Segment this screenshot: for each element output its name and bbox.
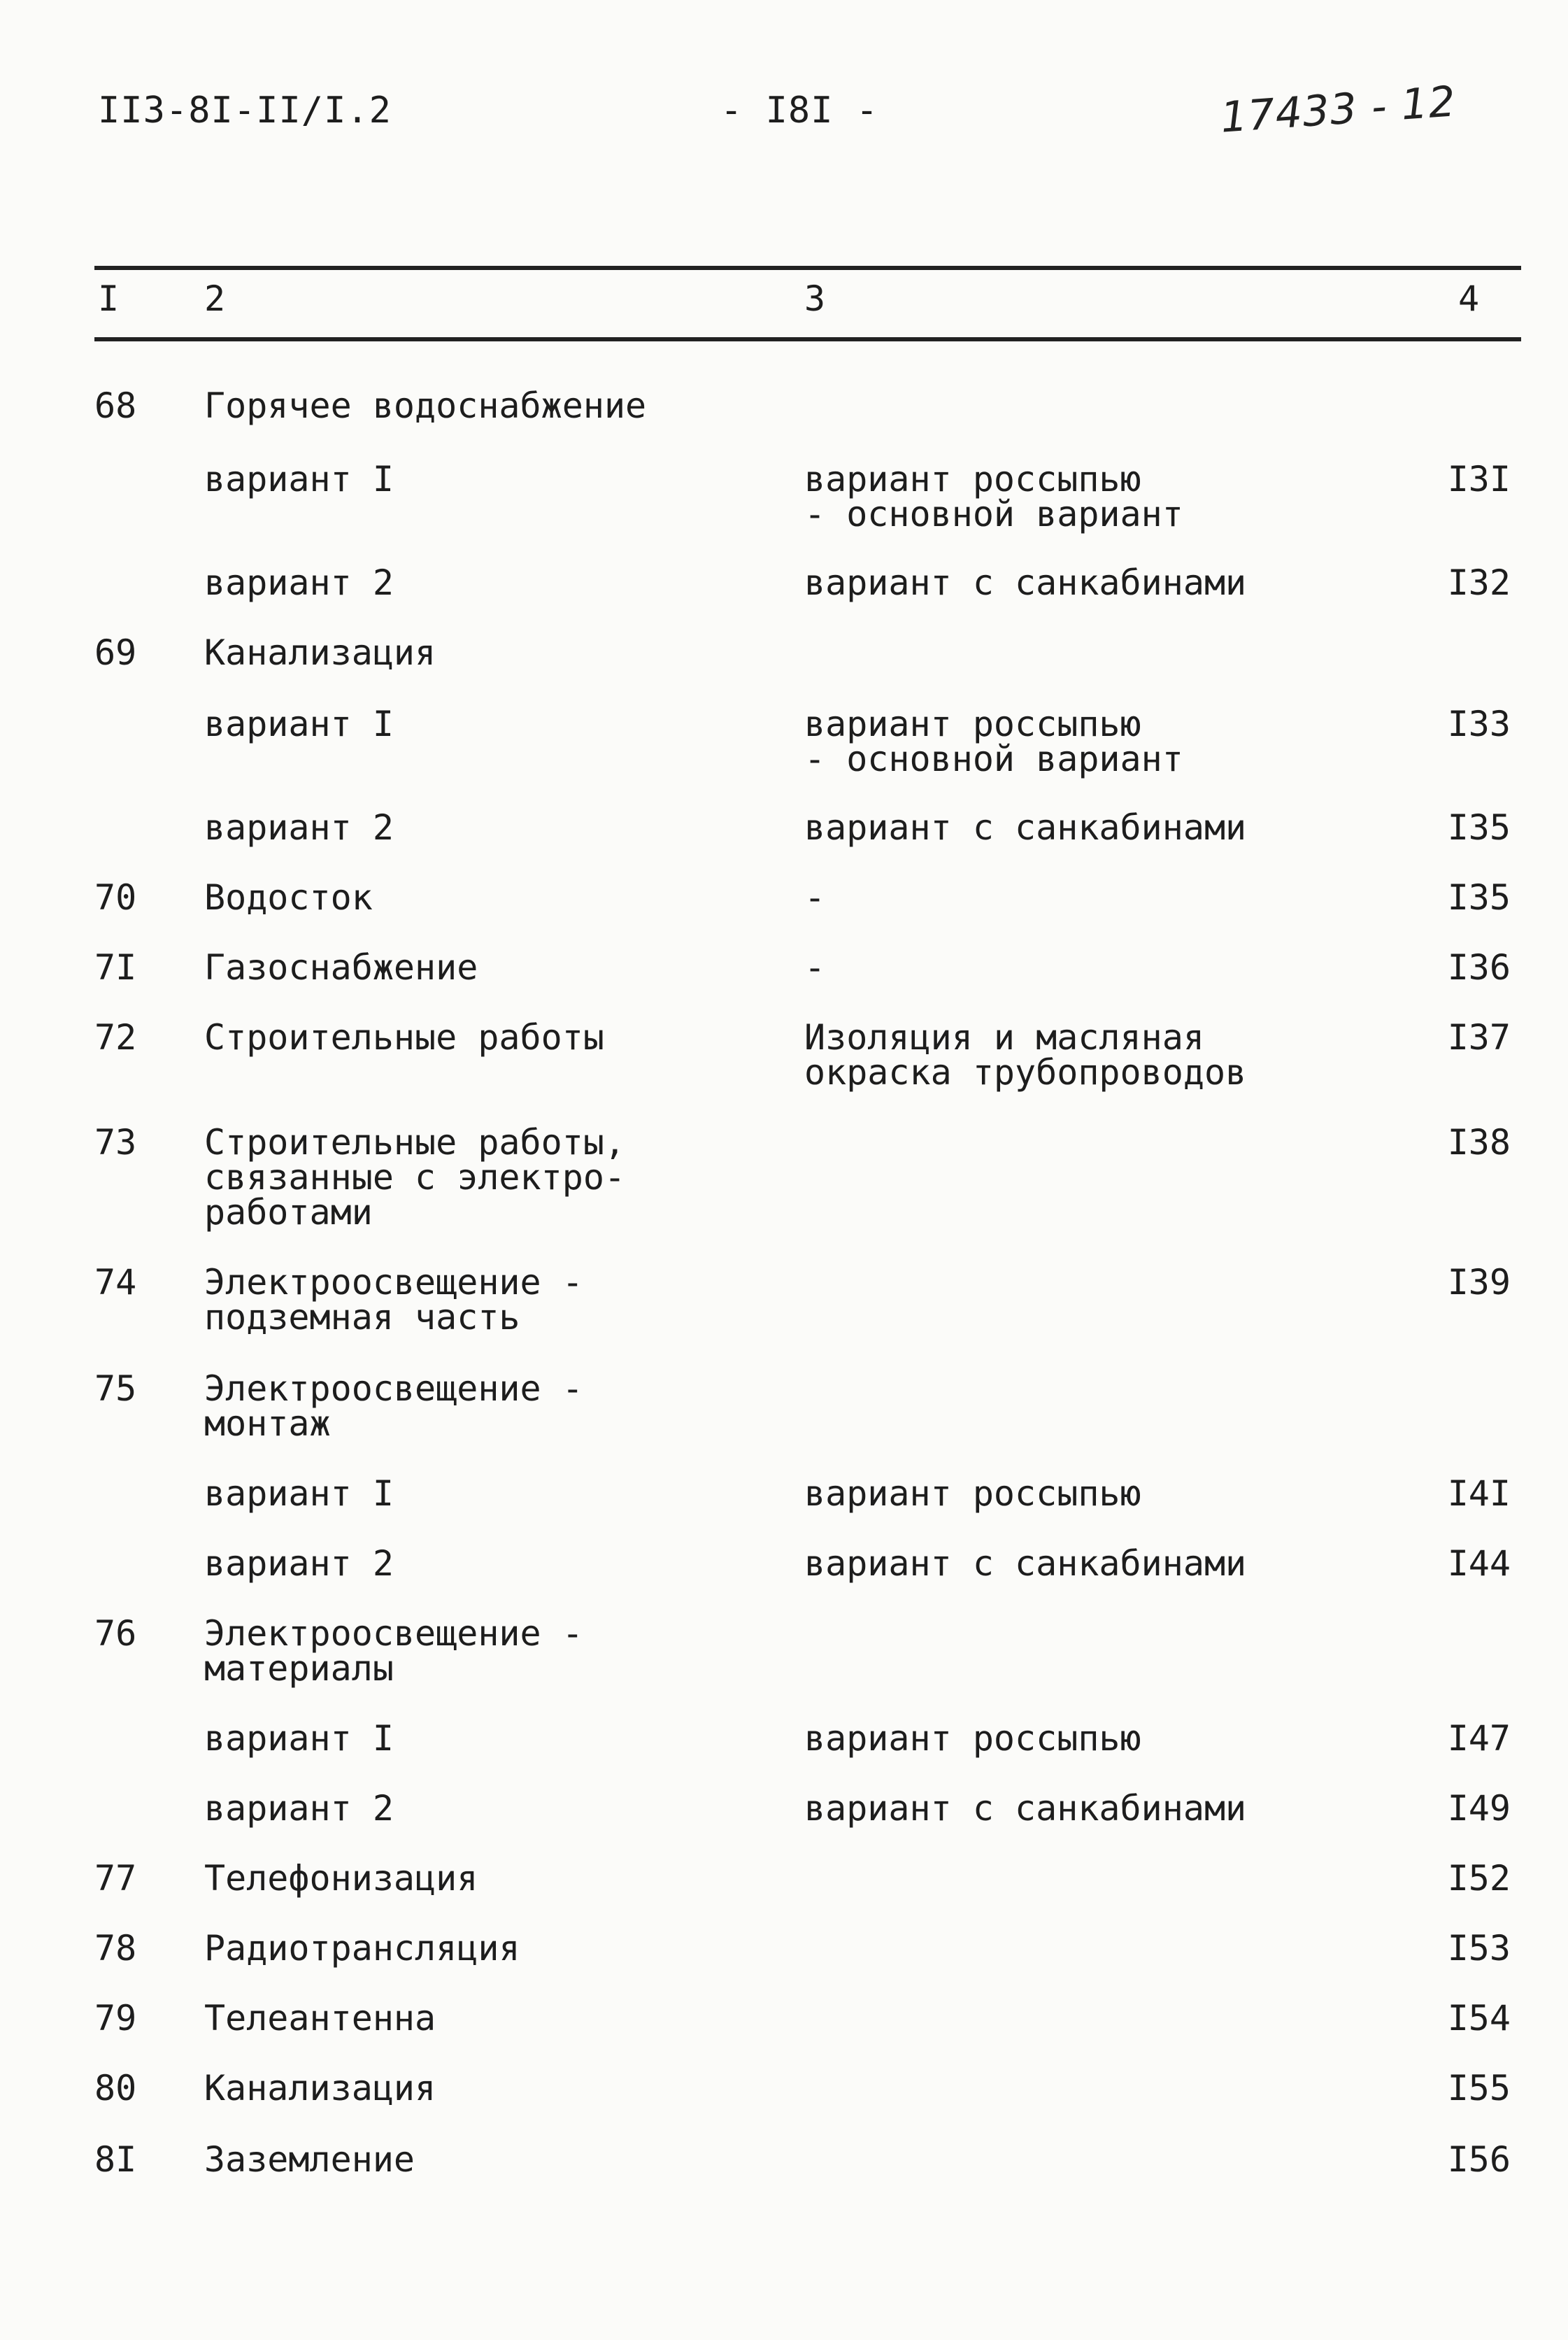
row-name: Радиотрансляция <box>204 1928 520 1969</box>
row-name: вариант I <box>204 704 394 744</box>
row-note: Изоляция и масляная окраска трубопроводов <box>804 1017 1247 1093</box>
row-page: I52 <box>1447 1858 1511 1899</box>
row-page: I53 <box>1447 1928 1511 1969</box>
row-page: I56 <box>1447 2139 1511 2180</box>
row-name: вариант 2 <box>204 562 394 603</box>
row-note: вариант с санкабинами <box>804 1543 1247 1584</box>
row-number: 73 <box>94 1122 137 1163</box>
row-name: вариант 2 <box>204 807 394 848</box>
row-note: вариант россыпью - основной вариант <box>804 459 1183 534</box>
row-name: Электроосвещение - монтаж <box>204 1368 583 1444</box>
row-page: I35 <box>1447 877 1511 918</box>
row-number: 76 <box>94 1613 137 1654</box>
row-name: Электроосвещение - подземная часть <box>204 1262 583 1338</box>
row-page: I35 <box>1447 807 1511 848</box>
column-header-2: 2 <box>204 278 226 319</box>
row-page: I4I <box>1447 1473 1511 1514</box>
row-page: I47 <box>1447 1718 1511 1759</box>
row-page: I54 <box>1447 1998 1511 2038</box>
row-number: 69 <box>94 632 137 673</box>
row-number: 74 <box>94 1262 137 1303</box>
row-name: Канализация <box>204 632 436 673</box>
row-note: вариант с санкабинами <box>804 1788 1247 1829</box>
row-number: 79 <box>94 1998 137 2038</box>
row-number: 70 <box>94 877 137 918</box>
row-page: I49 <box>1447 1788 1511 1829</box>
row-number: 8I <box>94 2139 137 2180</box>
row-name: вариант I <box>204 1718 394 1759</box>
row-page: I36 <box>1447 947 1511 988</box>
row-page: I55 <box>1447 2068 1511 2108</box>
row-page: I33 <box>1447 704 1511 744</box>
table-header-rule <box>94 337 1521 341</box>
column-header-3: 3 <box>804 278 826 319</box>
row-number: 7I <box>94 947 137 988</box>
row-page: I38 <box>1447 1122 1511 1163</box>
row-note: вариант россыпью - основной вариант <box>804 704 1183 779</box>
row-page: I3I <box>1447 459 1511 499</box>
row-page: I39 <box>1447 1262 1511 1303</box>
row-name: Канализация <box>204 2068 436 2108</box>
row-name: Строительные работы <box>204 1017 604 1058</box>
row-name: вариант 2 <box>204 1788 394 1829</box>
row-number: 68 <box>94 385 137 426</box>
row-note: - <box>804 877 826 918</box>
row-name: Горячее водоснабжение <box>204 385 647 426</box>
row-note: вариант россыпью <box>804 1718 1141 1759</box>
row-name: вариант I <box>204 1473 394 1514</box>
row-name: Строительные работы, связанные с электро- работами <box>204 1122 626 1233</box>
row-name: вариант 2 <box>204 1543 394 1584</box>
row-name: Водосток <box>204 877 373 918</box>
row-note: - <box>804 947 826 988</box>
row-number: 78 <box>94 1928 137 1969</box>
handwritten-number: 17433 - 12 <box>1218 77 1458 143</box>
row-number: 77 <box>94 1858 137 1899</box>
row-name: вариант I <box>204 459 394 499</box>
row-page: I44 <box>1447 1543 1511 1584</box>
document-code: II3-8I-II/I.2 <box>98 90 392 132</box>
row-name: Телефонизация <box>204 1858 478 1899</box>
row-note: вариант россыпью <box>804 1473 1141 1514</box>
row-number: 72 <box>94 1017 137 1058</box>
table-top-rule <box>94 266 1521 270</box>
row-number: 75 <box>94 1368 137 1409</box>
row-number: 80 <box>94 2068 137 2108</box>
row-name: Заземление <box>204 2139 415 2180</box>
row-note: вариант с санкабинами <box>804 562 1247 603</box>
column-header-4: 4 <box>1458 278 1480 319</box>
row-note: вариант с санкабинами <box>804 807 1247 848</box>
row-name: Газоснабжение <box>204 947 478 988</box>
row-page: I32 <box>1447 562 1511 603</box>
row-name: Телеантенна <box>204 1998 436 2038</box>
page-number: - I8I - <box>720 90 879 132</box>
row-page: I37 <box>1447 1017 1511 1058</box>
column-header-1: I <box>98 278 120 319</box>
row-name: Электроосвещение - материалы <box>204 1613 583 1689</box>
